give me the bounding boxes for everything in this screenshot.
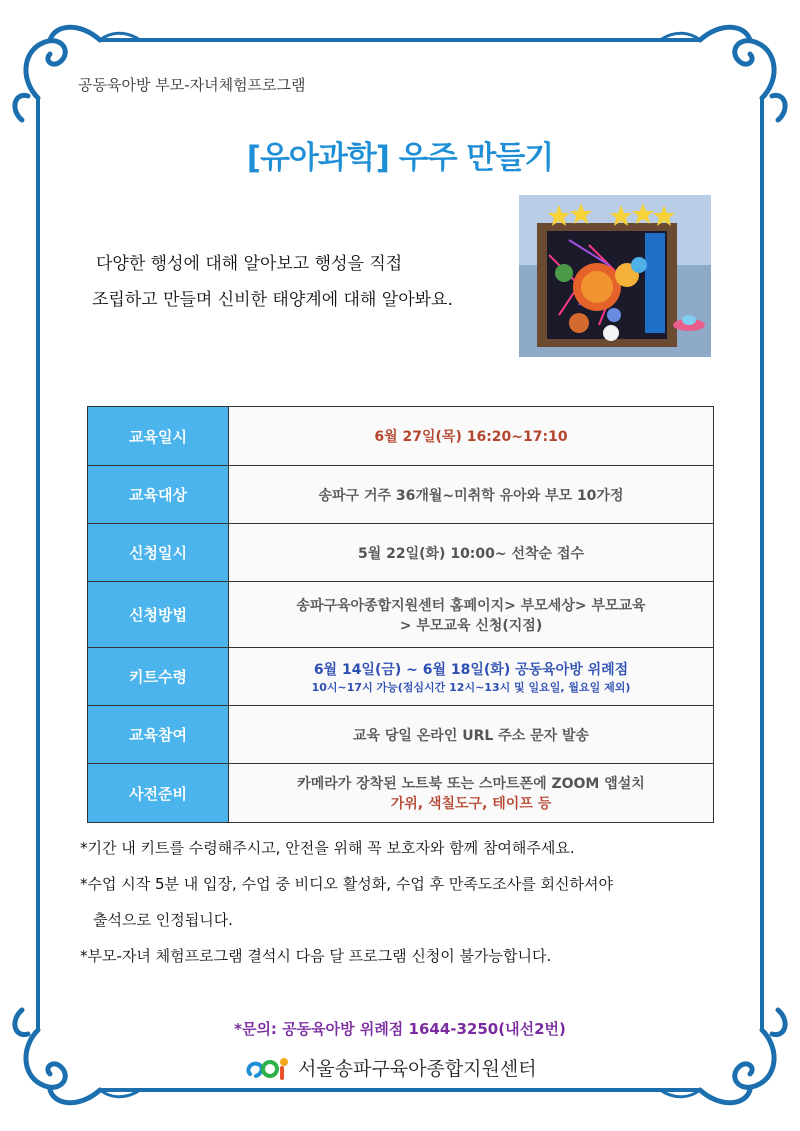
org-logo-icon [244, 1052, 292, 1082]
row-value-line: > 부모교육 신청(지점) [399, 617, 543, 634]
row-label: 사전준비 [88, 764, 229, 823]
table-row [88, 648, 714, 706]
note-item: *부모-자녀 체험프로그램 결석시 다음 달 프로그램 신청이 불가능합니다. [80, 947, 552, 965]
row-value [229, 582, 714, 648]
row-value-line: 카메라가 장착된 노트북 또는 스마트폰에 ZOOM 앱설치 [297, 776, 645, 792]
intro-text [92, 246, 453, 318]
row-value: 송파구 거주 36개월~미취학 유아와 부모 10가정 [229, 466, 714, 524]
row-label: 신청일시 [88, 524, 229, 582]
intro-line: 다양한 행성에 대해 알아보고 행성을 직접 [96, 254, 403, 274]
row-value-line: 가위, 색칠도구, 테이프 등 [390, 796, 552, 812]
contact-info: *문의: 공동육아방 위례점 1644-3250(내선2번) [234, 1020, 566, 1038]
note-item: *기간 내 키트를 수령해주시고, 안전을 위해 꼭 보호자와 함께 참여해주세요. [80, 839, 575, 857]
row-label: 교육대상 [88, 466, 229, 524]
table-row [88, 407, 714, 466]
note-item: *수업 시작 5분 내 입장, 수업 중 비디오 활성화, 수업 후 만족도조사를 회신하셔야 [80, 875, 613, 893]
row-label: 교육참여 [88, 706, 229, 764]
row-value-line: 10시~17시 가능(점심시간 12시~13시 및 일요일, 월요일 제외) [311, 680, 631, 694]
program-info-table [87, 406, 714, 823]
table-row [88, 524, 714, 582]
row-value: 6월 27일(목) 16:20~17:10 [229, 407, 714, 466]
space-kit-photo [519, 195, 711, 357]
program-subtitle: 공동육아방 부모-자녀체험프로그램 [78, 76, 306, 94]
org-footer [244, 1052, 537, 1082]
row-value: 교육 당일 온라인 URL 주소 문자 발송 [229, 706, 714, 764]
row-value: 5월 22일(화) 10:00~ 선착순 접수 [229, 524, 714, 582]
row-value [229, 764, 714, 823]
notes [80, 830, 613, 974]
org-name: 서울송파구육아종합지원센터 [298, 1057, 537, 1080]
note-item: 출석으로 인정됩니다. [93, 911, 233, 929]
page-title: [유아과학] 우주 만들기 [246, 140, 554, 176]
row-value [229, 648, 714, 706]
table-row [88, 466, 714, 524]
row-value-line: 송파구육아종합지원센터 홈페이지> 부모세상> 부모교육 [296, 597, 646, 614]
table-row [88, 706, 714, 764]
row-label: 신청방법 [88, 582, 229, 648]
row-value-line: 6월 14일(금) ~ 6월 18일(화) 공동육아방 위례점 [313, 661, 629, 678]
intro-line: 조립하고 만들며 신비한 태양계에 대해 알아봐요. [92, 290, 453, 310]
row-label: 키트수령 [88, 648, 229, 706]
table-row [88, 764, 714, 823]
table-row [88, 582, 714, 648]
row-label: 교육일시 [88, 407, 229, 466]
